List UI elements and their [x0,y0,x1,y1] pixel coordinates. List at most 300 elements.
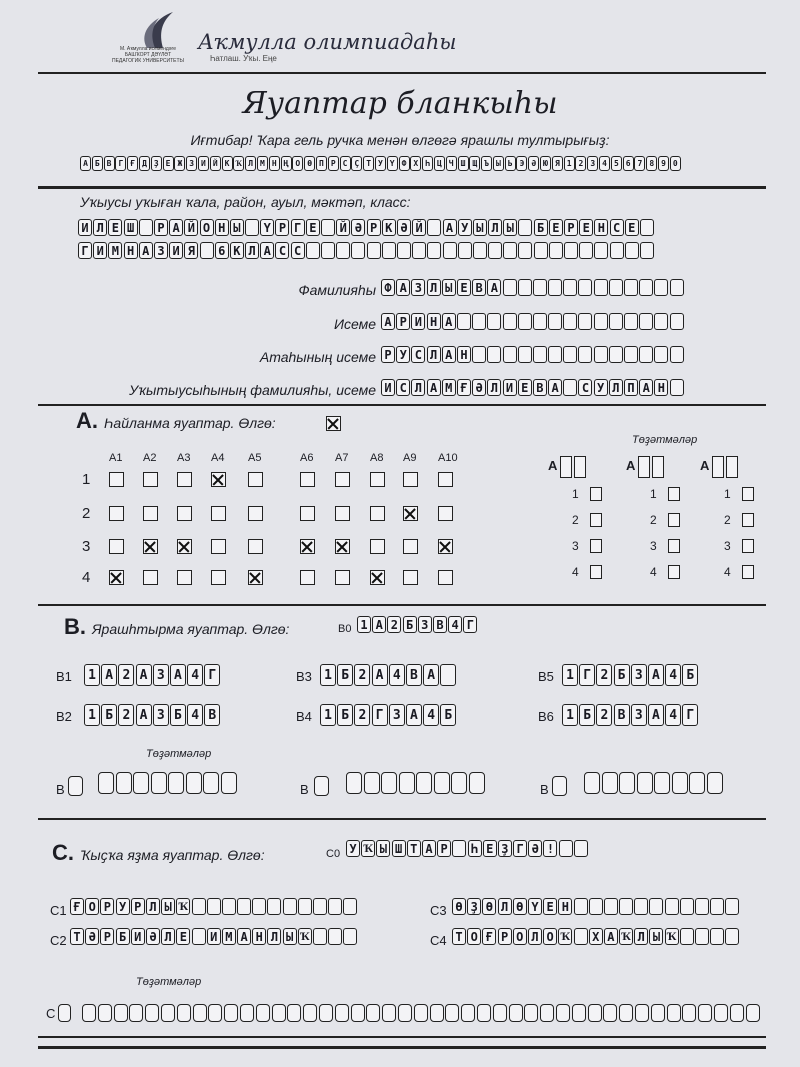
correction-box[interactable] [98,1004,112,1022]
letter-cell[interactable] [579,242,593,259]
letter-cell[interactable]: Ғ [70,898,84,915]
letter-cell[interactable] [619,898,633,915]
letter-cell[interactable]: И [207,928,221,945]
correction-box[interactable] [619,1004,633,1022]
letter-cell[interactable]: Ә [85,928,99,945]
correction-box[interactable] [346,772,362,794]
letter-cell[interactable]: Р [367,219,381,236]
correction-box[interactable] [584,772,600,794]
correction-box[interactable] [129,1004,143,1022]
letter-cell[interactable]: Б [682,664,698,686]
school-line-2[interactable] [78,242,655,259]
letter-cell[interactable]: Л [498,898,512,915]
correction-box[interactable] [399,772,415,794]
letter-cell[interactable]: Е [108,219,122,236]
correction-box[interactable] [381,772,397,794]
letter-cell[interactable] [503,346,517,363]
letter-cell[interactable]: Л [528,928,542,945]
letter-cell[interactable] [518,219,532,236]
correction-box[interactable] [712,456,724,478]
letter-cell[interactable]: С [291,242,305,259]
letter-cell[interactable]: Ә [472,379,486,396]
letter-cell[interactable] [680,928,694,945]
letter-cell[interactable] [624,313,638,330]
letter-cell[interactable]: Ҡ [176,898,190,915]
letter-cell[interactable] [609,346,623,363]
letter-cell[interactable]: 2 [596,704,612,726]
letter-cell[interactable] [594,313,608,330]
answer-checkbox-checked[interactable] [300,539,315,554]
correction-box[interactable] [667,1004,681,1022]
answer-checkbox[interactable] [211,539,226,554]
letter-cell[interactable]: А [169,219,183,236]
correction-box[interactable] [638,456,650,478]
answer-checkbox[interactable] [370,539,385,554]
correction-checkbox[interactable] [590,487,602,501]
letter-cell[interactable]: В [204,704,220,726]
letter-cell[interactable] [306,242,320,259]
correction-box[interactable] [416,772,432,794]
letter-cell[interactable]: Й [336,219,350,236]
letter-cell[interactable] [670,279,684,296]
letter-cell[interactable] [594,346,608,363]
letter-cell[interactable]: Р [396,313,410,330]
answer-checkbox-checked[interactable] [211,472,226,487]
letter-cell[interactable] [665,898,679,915]
answer-checkbox-checked[interactable] [335,539,350,554]
letter-cell[interactable] [503,279,517,296]
correction-box[interactable] [114,1004,128,1022]
correction-box[interactable] [746,1004,760,1022]
letter-cell[interactable]: Р [100,898,114,915]
letter-cell[interactable]: Ы [230,219,244,236]
letter-cell[interactable]: А [427,379,441,396]
letter-cell[interactable]: Б [116,928,130,945]
letter-cell[interactable]: Р [100,928,114,945]
letter-cell[interactable] [336,242,350,259]
letter-cell[interactable] [487,346,501,363]
letter-cell[interactable]: 1 [320,704,336,726]
letter-cell[interactable]: Ы [283,928,297,945]
correction-box[interactable] [186,772,202,794]
letter-cell[interactable]: А [648,704,664,726]
letter-cell[interactable] [237,898,251,915]
letter-cell[interactable] [200,242,214,259]
correction-box[interactable] [556,1004,570,1022]
correction-box[interactable] [572,1004,586,1022]
letter-cell[interactable]: А [443,219,457,236]
letter-cell[interactable] [313,928,327,945]
letter-cell[interactable] [549,242,563,259]
answer-checkbox[interactable] [335,570,350,585]
letter-cell[interactable]: А [372,664,388,686]
letter-cell[interactable] [604,898,618,915]
letter-cell[interactable]: Ф [381,279,395,296]
correction-box[interactable] [98,772,114,794]
letter-cell[interactable] [594,242,608,259]
field-input[interactable] [381,313,685,330]
correction-box[interactable] [68,776,83,796]
letter-cell[interactable] [351,242,365,259]
answer-checkbox[interactable] [300,506,315,521]
letter-cell[interactable]: Х [589,928,603,945]
letter-cell[interactable] [710,898,724,915]
letter-cell[interactable] [321,242,335,259]
letter-cell[interactable] [649,898,663,915]
letter-cell[interactable]: Ҡ [558,928,572,945]
letter-cell[interactable] [397,242,411,259]
correction-box[interactable] [203,772,219,794]
letter-cell[interactable]: С [610,219,624,236]
correction-box[interactable] [524,1004,538,1022]
letter-cell[interactable]: З [154,242,168,259]
letter-cell[interactable]: 4 [187,704,203,726]
letter-cell[interactable]: 4 [423,704,439,726]
letter-cell[interactable]: С [396,379,410,396]
correction-box[interactable] [477,1004,491,1022]
correction-box[interactable] [314,776,329,796]
letter-cell[interactable]: О [543,928,557,945]
letter-cell[interactable]: Л [487,379,501,396]
school-line-1[interactable] [78,219,655,236]
letter-cell[interactable]: Л [267,928,281,945]
letter-cell[interactable] [207,898,221,915]
letter-cell[interactable]: Р [381,346,395,363]
letter-cell[interactable] [252,898,266,915]
letter-cell[interactable]: Р [498,928,512,945]
letter-cell[interactable] [654,279,668,296]
letter-cell[interactable]: А [260,242,274,259]
letter-cell[interactable]: А [604,928,618,945]
letter-cell[interactable]: Ы [442,279,456,296]
correction-box[interactable] [82,1004,96,1022]
letter-cell[interactable] [548,346,562,363]
letter-cell[interactable]: А [423,664,439,686]
answer-checkbox[interactable] [438,472,453,487]
letter-cell[interactable]: Ү [260,219,274,236]
letter-cell[interactable]: Ғ [482,928,496,945]
correction-box[interactable] [168,772,184,794]
answer-checkbox[interactable] [143,506,158,521]
letter-cell[interactable]: А [101,664,117,686]
letter-cell[interactable] [634,898,648,915]
letter-cell[interactable] [654,346,668,363]
letter-cell[interactable]: 2 [118,664,134,686]
letter-cell[interactable]: А [381,313,395,330]
letter-cell[interactable]: Е [625,219,639,236]
letter-cell[interactable] [488,242,502,259]
correction-checkbox[interactable] [668,565,680,579]
correction-box[interactable] [730,1004,744,1022]
correction-box[interactable] [240,1004,254,1022]
letter-cell[interactable] [343,928,357,945]
letter-cell[interactable]: Й [412,219,426,236]
correction-box[interactable] [635,1004,649,1022]
letter-cell[interactable]: Г [78,242,92,259]
correction-box[interactable] [272,1004,286,1022]
correction-box[interactable] [654,772,670,794]
letter-cell[interactable] [283,898,297,915]
letter-cell[interactable]: А [639,379,653,396]
answer-checkbox-checked[interactable] [177,539,192,554]
letter-cell[interactable]: У [458,219,472,236]
letter-cell[interactable] [473,242,487,259]
letter-cell[interactable] [458,242,472,259]
correction-box[interactable] [221,772,237,794]
answer-checkbox[interactable] [143,570,158,585]
answer-input[interactable] [320,704,458,726]
letter-cell[interactable]: 3 [153,704,169,726]
correction-box[interactable] [133,772,149,794]
letter-cell[interactable]: Л [488,219,502,236]
letter-cell[interactable]: Р [131,898,145,915]
letter-cell[interactable] [367,242,381,259]
letter-cell[interactable] [548,279,562,296]
letter-cell[interactable]: 2 [596,664,612,686]
letter-cell[interactable]: Б [337,664,353,686]
letter-cell[interactable] [321,219,335,236]
letter-cell[interactable] [267,898,281,915]
answer-checkbox[interactable] [403,570,418,585]
correction-box[interactable] [208,1004,222,1022]
answer-checkbox[interactable] [370,472,385,487]
correction-box[interactable] [161,1004,175,1022]
letter-cell[interactable]: А [136,704,152,726]
letter-cell[interactable]: Е [518,379,532,396]
correction-box[interactable] [560,456,572,478]
correction-box[interactable] [319,1004,333,1022]
letter-cell[interactable] [574,928,588,945]
letter-cell[interactable] [654,313,668,330]
letter-cell[interactable]: 2 [354,704,370,726]
letter-cell[interactable] [518,313,532,330]
correction-checkbox[interactable] [742,565,754,579]
letter-cell[interactable]: Н [594,219,608,236]
answer-checkbox[interactable] [143,472,158,487]
letter-cell[interactable]: Н [457,346,471,363]
correction-box[interactable] [151,772,167,794]
correction-box[interactable] [603,1004,617,1022]
letter-cell[interactable]: Ы [161,898,175,915]
correction-box[interactable] [540,1004,554,1022]
letter-cell[interactable] [472,313,486,330]
letter-cell[interactable]: В [406,664,422,686]
letter-cell[interactable] [609,279,623,296]
answer-checkbox[interactable] [177,472,192,487]
correction-box[interactable] [364,772,380,794]
answer-checkbox[interactable] [335,472,350,487]
letter-cell[interactable]: С [275,242,289,259]
letter-cell[interactable]: 4 [187,664,203,686]
answer-checkbox[interactable] [300,570,315,585]
letter-cell[interactable] [518,346,532,363]
letter-cell[interactable]: И [411,313,425,330]
letter-cell[interactable]: С [411,346,425,363]
answer-input[interactable] [84,664,222,686]
correction-box[interactable] [637,772,653,794]
letter-cell[interactable] [533,313,547,330]
letter-cell[interactable]: 3 [631,664,647,686]
letter-cell[interactable]: Н [427,313,441,330]
letter-cell[interactable]: Е [176,928,190,945]
letter-cell[interactable] [710,928,724,945]
letter-cell[interactable] [639,279,653,296]
letter-cell[interactable] [472,346,486,363]
letter-cell[interactable]: 4 [389,664,405,686]
letter-cell[interactable] [533,279,547,296]
letter-cell[interactable]: Ә [351,219,365,236]
answer-checkbox-checked[interactable] [403,506,418,521]
correction-checkbox[interactable] [590,513,602,527]
answer-checkbox-checked[interactable] [143,539,158,554]
letter-cell[interactable] [625,242,639,259]
letter-cell[interactable] [563,313,577,330]
letter-cell[interactable]: К [230,242,244,259]
correction-box[interactable] [619,772,635,794]
correction-box[interactable] [672,772,688,794]
letter-cell[interactable]: 6 [215,242,229,259]
letter-cell[interactable] [564,242,578,259]
letter-cell[interactable]: Б [101,704,117,726]
letter-cell[interactable] [695,898,709,915]
letter-cell[interactable]: Г [579,664,595,686]
letter-cell[interactable]: Г [682,704,698,726]
letter-cell[interactable] [192,928,206,945]
letter-cell[interactable] [563,379,577,396]
answer-checkbox[interactable] [248,472,263,487]
letter-cell[interactable]: А [648,664,664,686]
correction-checkbox[interactable] [668,513,680,527]
letter-cell[interactable]: И [131,928,145,945]
correction-box[interactable] [651,1004,665,1022]
letter-cell[interactable] [624,279,638,296]
correction-box[interactable] [461,1004,475,1022]
correction-box[interactable] [398,1004,412,1022]
correction-box[interactable] [193,1004,207,1022]
correction-box[interactable] [224,1004,238,1022]
letter-cell[interactable]: А [170,664,186,686]
letter-cell[interactable]: С [578,379,592,396]
letter-cell[interactable]: Л [161,928,175,945]
correction-box[interactable] [145,1004,159,1022]
letter-cell[interactable] [574,898,588,915]
letter-cell[interactable]: И [503,379,517,396]
letter-cell[interactable]: Ы [503,219,517,236]
letter-cell[interactable] [440,664,456,686]
correction-box[interactable] [574,456,586,478]
answer-checkbox[interactable] [438,570,453,585]
answer-input[interactable] [70,928,359,945]
letter-cell[interactable]: К [382,219,396,236]
letter-cell[interactable] [639,346,653,363]
letter-cell[interactable]: 4 [665,704,681,726]
letter-cell[interactable] [427,242,441,259]
correction-checkbox[interactable] [668,539,680,553]
letter-cell[interactable] [725,898,739,915]
letter-cell[interactable]: Ғ [457,379,471,396]
correction-box[interactable] [469,772,485,794]
letter-cell[interactable]: Ҡ [298,928,312,945]
correction-box[interactable] [382,1004,396,1022]
correction-box[interactable] [256,1004,270,1022]
letter-cell[interactable]: Л [634,928,648,945]
letter-cell[interactable]: Ү [528,898,542,915]
letter-cell[interactable]: Е [306,219,320,236]
letter-cell[interactable]: Ҙ [467,898,481,915]
letter-cell[interactable]: М [442,379,456,396]
correction-box[interactable] [335,1004,349,1022]
correction-box[interactable] [414,1004,428,1022]
letter-cell[interactable] [328,928,342,945]
letter-cell[interactable] [503,242,517,259]
letter-cell[interactable] [594,279,608,296]
letter-cell[interactable]: Н [215,219,229,236]
correction-box[interactable] [116,772,132,794]
letter-cell[interactable]: А [442,313,456,330]
letter-cell[interactable] [412,242,426,259]
letter-cell[interactable]: Ә [146,928,160,945]
correction-box[interactable] [430,1004,444,1022]
letter-cell[interactable] [222,898,236,915]
letter-cell[interactable]: Г [372,704,388,726]
answer-checkbox[interactable] [177,570,192,585]
correction-box[interactable] [509,1004,523,1022]
answer-checkbox[interactable] [438,506,453,521]
letter-cell[interactable]: Г [204,664,220,686]
letter-cell[interactable]: Б [534,219,548,236]
correction-box[interactable] [588,1004,602,1022]
letter-cell[interactable]: Ҡ [665,928,679,945]
letter-cell[interactable] [533,346,547,363]
letter-cell[interactable]: Б [579,704,595,726]
letter-cell[interactable]: И [169,242,183,259]
letter-cell[interactable]: 1 [562,664,578,686]
correction-box[interactable] [493,1004,507,1022]
letter-cell[interactable]: Р [564,219,578,236]
letter-cell[interactable] [640,242,654,259]
letter-cell[interactable]: Ө [482,898,496,915]
letter-cell[interactable]: 1 [84,664,100,686]
letter-cell[interactable] [670,379,684,396]
correction-box[interactable] [445,1004,459,1022]
answer-input[interactable] [452,928,741,945]
letter-cell[interactable] [427,219,441,236]
letter-cell[interactable]: М [222,928,236,945]
letter-cell[interactable]: 1 [320,664,336,686]
letter-cell[interactable]: Б [614,664,630,686]
letter-cell[interactable]: Е [579,219,593,236]
letter-cell[interactable]: Н [124,242,138,259]
correction-box[interactable] [602,772,618,794]
correction-box[interactable] [177,1004,191,1022]
correction-box[interactable] [58,1004,71,1022]
correction-box[interactable] [707,772,723,794]
letter-cell[interactable] [563,346,577,363]
answer-checkbox-checked[interactable] [109,570,124,585]
correction-box[interactable] [351,1004,365,1022]
correction-checkbox[interactable] [742,487,754,501]
answer-checkbox[interactable] [370,506,385,521]
answer-checkbox[interactable] [109,506,124,521]
letter-cell[interactable] [503,313,517,330]
letter-cell[interactable] [639,313,653,330]
answer-checkbox[interactable] [211,506,226,521]
letter-cell[interactable] [443,242,457,259]
letter-cell[interactable]: Е [549,219,563,236]
correction-box[interactable] [451,772,467,794]
letter-cell[interactable]: 3 [389,704,405,726]
answer-checkbox[interactable] [300,472,315,487]
